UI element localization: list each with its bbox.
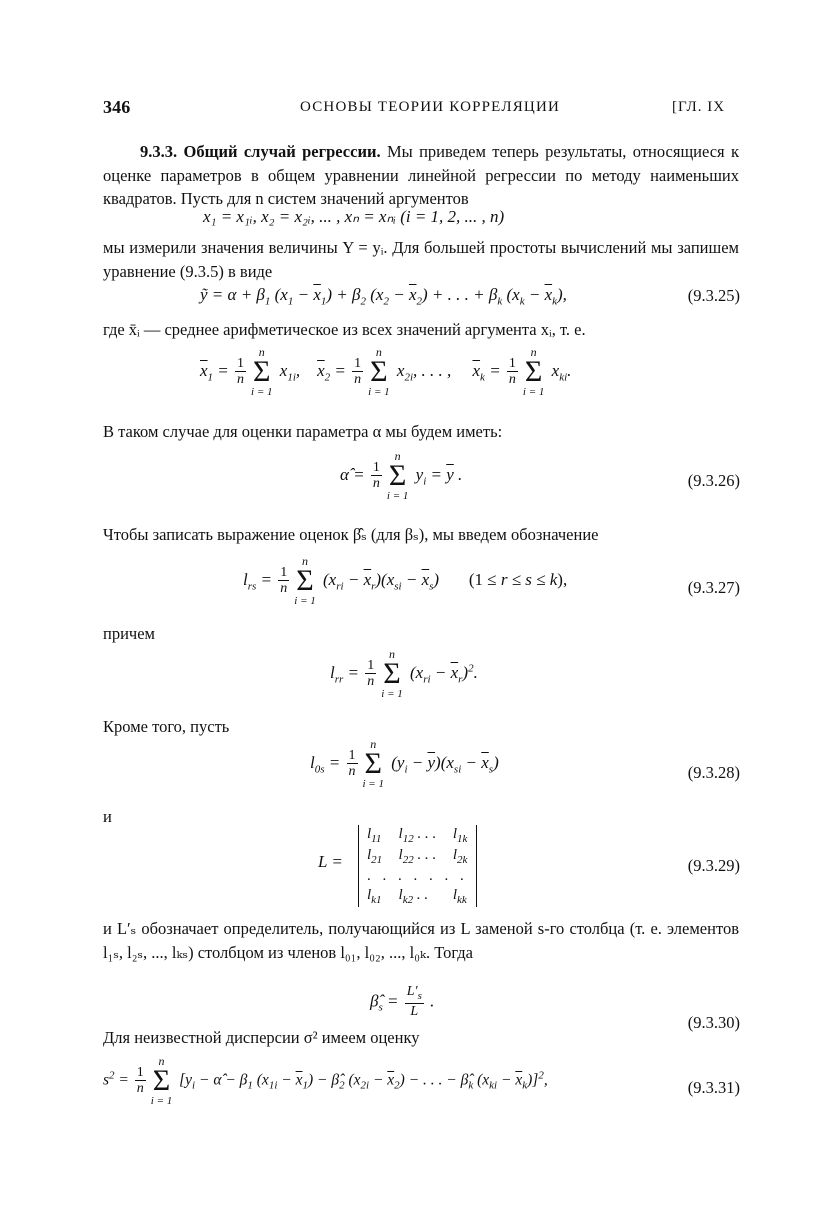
and-text: и	[103, 807, 112, 826]
section-intro	[103, 140, 739, 211]
arguments-equation: x₁ = x₁ᵢ, x₂ = x₂ᵢ, ... , xₙ = xₙᵢ (i = 1, 2, ... , n)	[203, 207, 505, 226]
besides-text: Кроме того, пусть	[103, 717, 230, 736]
determinant-matrix: $l_{11}$ $l_{12}$ . . . $l_{1k}$ $l_{21}$ $l_{22}$ . . . $l_{2k}$ . . . . . . . $l_{k1}$ $l_{k2}$ . . $l_{kk}$	[358, 825, 477, 907]
equation-number-28: (9.3.28)	[687, 763, 740, 782]
beta-estimate-equation: $\betâ_s$ = $\frac{L'_s}{L}$ .	[370, 984, 435, 1019]
dispersion-text: Для неизвестной дисперсии σ² имеем оценку	[103, 1028, 420, 1047]
alpha-estimate-equation: α̂ = $\frac{1}{n}$ n Σ i = 1 $y_i = \overline{y}$ .	[340, 449, 463, 502]
equation-number-26: (9.3.26)	[687, 471, 740, 490]
lrr-equation: $l_{rr}$ = $\frac{1}{n}$ n Σ i = 1 $(x_{ri} - \overline{x}_r)^2$.	[330, 647, 478, 700]
notation-text: Чтобы записать выражение оценок β̂ₛ (для βₛ), мы введем обозначение	[103, 525, 599, 544]
equation-number-31: (9.3.31)	[687, 1078, 740, 1097]
ls-definition-text: и L′ₛ обозначает определитель, получающийся из L заменой s-го столбца (т. е. элементов l₁ₛ, l₂ₛ, ..., lₖₛ) столбцом из членов l₀₁, l₀₂, ..., l₀ₖ. Тогда	[103, 919, 739, 962]
determinant-label: L =	[318, 852, 343, 871]
alpha-estimate-text: В таком случае для оценки параметра α мы будем иметь:	[103, 422, 503, 441]
running-title: ОСНОВЫ ТЕОРИИ КОРРЕЛЯЦИИ	[300, 99, 561, 115]
mean-definition-text: где x̄ᵢ — среднее арифметическое из всех значений аргумента xᵢ, т. е.	[103, 320, 586, 339]
equation-number-27: (9.3.27)	[687, 578, 740, 597]
variance-estimate-equation: $s^2$ = $\frac{1}{n}$ n Σ i = 1 [$y_i$ − α̂ − $\beta_1$ $(x_{1i} - \overline{x}_1)$ − $\betâ_2$ $(x_{2i} - \overline{x}_2)$ − . . . − $\betâ_k$ $(x_{ki} - \overline{x}_k)]^2$,	[103, 1054, 548, 1107]
chapter-label: [ГЛ. IX	[672, 99, 726, 115]
lrs-equation: $l_{rs}$ = $\frac{1}{n}$ n Σ i = 1 $(x_{ri} - \overline{x}_r)(x_{si} - \overline{x}_s)$ (1 ≤ r ≤ s ≤ k),	[243, 554, 568, 607]
l0s-equation: $l_{0s}$ = $\frac{1}{n}$ n Σ i = 1 $(y_i - \overline{y})(x_{si} - \overline{x}_s)$	[310, 737, 499, 790]
page-number: 346	[103, 97, 131, 117]
section-intro-text: Мы приведем теперь результаты, относящиеся к оценке параметров в общем уравнении линейной регрессии по методу наименьших квадратов. Пусть для n систем значений аргументов	[103, 142, 739, 208]
equation-number-25: (9.3.25)	[687, 286, 740, 305]
section-title: 9.3.3. Общий случай регрессии.	[140, 142, 381, 161]
means-equation: $\overline{x}_1$ = $\frac{1}{n}$ n Σ i = 1 $x_{1i}$, $\overline{x}_2$ = $\frac{1}{n}$ n Σ i = 1 $x_{2i}$, . . . , $\overline{x}_k$ = $\frac{1}{n}$ n Σ i = 1 $x_{ki}$.	[200, 345, 572, 398]
measured-paragraph: мы измерили значения величины Y = yᵢ. Для большей простоты вычислений мы запишем уравнение (9.3.5) в виде	[103, 238, 739, 281]
wherein-text: причем	[103, 624, 155, 643]
equation-number-29: (9.3.29)	[687, 856, 740, 875]
equation-number-30: (9.3.30)	[687, 1013, 740, 1032]
regression-equation: ỹ = $\alpha + \beta_1$ $(x_1 - \overline{x}_1) + \beta_2$ $(x_2 - \overline{x}_2)$ + . . . + $\beta_k$ $(x_k - \overline{x}_k)$,	[200, 285, 567, 308]
